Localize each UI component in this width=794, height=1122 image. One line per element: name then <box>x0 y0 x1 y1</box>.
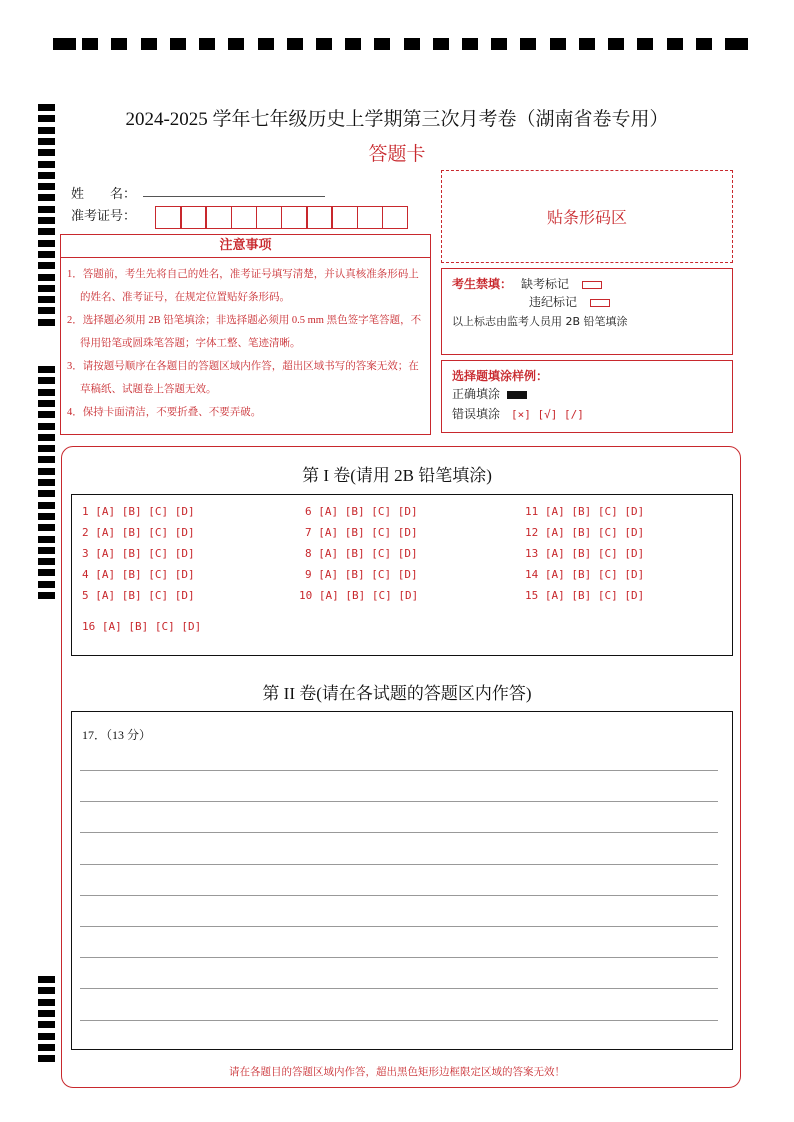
timing-mark <box>38 1021 55 1028</box>
timing-mark <box>38 524 55 531</box>
absent-label: 缺考标记 <box>521 277 570 291</box>
timing-mark <box>38 285 55 292</box>
id-digit-box[interactable] <box>155 206 182 229</box>
timing-mark <box>38 389 55 396</box>
timing-mark <box>38 1055 55 1062</box>
timing-mark <box>53 38 76 50</box>
name-label: 姓 名： <box>71 186 137 201</box>
timing-mark <box>38 217 55 224</box>
timing-mark <box>38 307 55 314</box>
timing-mark <box>637 38 653 50</box>
choice-row[interactable]: 9 [A] [B] [C] [D] <box>305 568 418 581</box>
timing-mark <box>550 38 566 50</box>
timing-mark <box>38 976 55 983</box>
choice-row[interactable]: 7 [A] [B] [C] [D] <box>305 526 418 539</box>
timing-mark <box>38 400 55 407</box>
timing-mark <box>38 274 55 281</box>
exam-id-boxes[interactable] <box>155 206 407 229</box>
id-label: 准考证号： <box>71 208 137 223</box>
timing-mark <box>38 999 55 1006</box>
choice-row[interactable]: 15 [A] [B] [C] [D] <box>525 589 645 602</box>
answer-line <box>80 895 718 896</box>
id-digit-box[interactable] <box>331 206 358 229</box>
section1-title: 第 I 卷(请用 2B 铅笔填涂) <box>302 466 492 485</box>
answer-line <box>80 957 718 958</box>
timing-mark <box>38 377 55 384</box>
answer-line <box>80 801 718 802</box>
answer-line <box>80 770 718 771</box>
timing-mark <box>38 172 55 179</box>
timing-mark <box>404 38 420 50</box>
timing-mark <box>579 38 595 50</box>
notice-item: 1．答题前，考生先将自己的姓名，准考证号填写清楚，并认真核准条形码上的姓名、准考证号，在规定位置贴好条形码。 <box>67 269 419 303</box>
timing-mark <box>38 366 55 373</box>
choice-row[interactable]: 13 [A] [B] [C] [D] <box>525 547 645 560</box>
forbid-note: 以上标志由监考人员用 2B 铅笔填涂 <box>452 315 628 328</box>
id-digit-box[interactable] <box>231 206 258 229</box>
choice-row[interactable]: 12 [A] [B] [C] [D] <box>525 526 645 539</box>
notice-item: 2．选择题必须用 2B 铅笔填涂；非选择题必须用 0.5 mm 黑色签字笔答题，不得用铅笔或圆珠笔答题；字体工整、笔迹清晰。 <box>67 315 422 349</box>
timing-mark <box>228 38 244 50</box>
timing-mark <box>491 38 507 50</box>
timing-mark <box>38 319 55 326</box>
q17-label: 17．（13 分） <box>82 728 152 742</box>
timing-mark <box>38 502 55 509</box>
choice-row[interactable]: 6 [A] [B] [C] [D] <box>305 505 418 518</box>
answer-line <box>80 832 718 833</box>
proctor-marks-box <box>441 268 733 355</box>
sample-heading: 选择题填涂样例： <box>452 369 549 383</box>
choice-row[interactable]: 2 [A] [B] [C] [D] <box>82 526 195 539</box>
id-digit-box[interactable] <box>205 206 232 229</box>
answer-card-subtitle: 答题卡 <box>368 144 426 165</box>
choice-row[interactable]: 8 [A] [B] [C] [D] <box>305 547 418 560</box>
top-timing-marks <box>53 38 748 52</box>
timing-mark <box>696 38 712 50</box>
footer-warning: 请在各题目的答题区域内作答，超出黑色矩形边框限定区域的答案无效！ <box>229 1067 565 1078</box>
timing-mark <box>38 581 55 588</box>
timing-mark <box>38 513 55 520</box>
timing-mark <box>520 38 536 50</box>
answer-line <box>80 988 718 989</box>
timing-mark <box>38 1033 55 1040</box>
section2-title: 第 II 卷(请在各试题的答题区内作答) <box>262 684 532 703</box>
timing-mark <box>38 1044 55 1051</box>
id-digit-box[interactable] <box>357 206 384 229</box>
timing-mark <box>316 38 332 50</box>
timing-mark <box>38 490 55 497</box>
timing-mark <box>433 38 449 50</box>
timing-mark <box>258 38 274 50</box>
choice-row[interactable]: 5 [A] [B] [C] [D] <box>82 589 195 602</box>
timing-mark <box>38 536 55 543</box>
timing-mark <box>38 434 55 441</box>
timing-mark <box>199 38 215 50</box>
timing-mark <box>141 38 157 50</box>
choice-row[interactable]: 1 [A] [B] [C] [D] <box>82 505 195 518</box>
id-digit-box[interactable] <box>382 206 409 229</box>
timing-mark <box>38 206 55 213</box>
timing-mark <box>38 183 55 190</box>
timing-mark <box>82 38 98 50</box>
timing-mark <box>170 38 186 50</box>
choice-row[interactable]: 3 [A] [B] [C] [D] <box>82 547 195 560</box>
timing-mark <box>462 38 478 50</box>
id-digit-box[interactable] <box>281 206 308 229</box>
name-field[interactable] <box>143 196 325 197</box>
wrong-fill-examples: [×] [√] [/] <box>511 408 584 421</box>
choice-row[interactable]: 16 [A] [B] [C] [D] <box>82 620 202 633</box>
q17-answer-area[interactable] <box>71 711 733 1050</box>
choice-row[interactable]: 14 [A] [B] [C] [D] <box>525 568 645 581</box>
timing-mark <box>38 445 55 452</box>
timing-mark <box>38 547 55 554</box>
timing-mark <box>38 1010 55 1017</box>
timing-mark <box>667 38 683 50</box>
timing-mark <box>725 38 748 50</box>
id-digit-box[interactable] <box>180 206 207 229</box>
timing-mark <box>38 592 55 599</box>
answer-line <box>80 1020 718 1021</box>
id-digit-box[interactable] <box>256 206 283 229</box>
notice-heading: 注意事项 <box>60 234 431 258</box>
id-digit-box[interactable] <box>306 206 333 229</box>
wrong-fill-label: 错误填涂 <box>452 407 501 421</box>
timing-mark <box>38 987 55 994</box>
timing-mark <box>374 38 390 50</box>
timing-mark <box>38 411 55 418</box>
notice-item: 4．保持卡面清洁，不要折叠、不要弄破。 <box>67 407 262 418</box>
timing-mark <box>38 423 55 430</box>
timing-mark <box>38 569 55 576</box>
timing-mark <box>38 251 55 258</box>
violation-label: 违纪标记 <box>529 295 578 309</box>
correct-fill-label: 正确填涂 <box>452 387 501 401</box>
barcode-area <box>441 170 733 263</box>
timing-mark <box>345 38 361 50</box>
timing-mark <box>38 194 55 201</box>
notice-item: 3．请按题号顺序在各题目的答题区域内作答，超出区域书写的答案无效；在草稿纸、试题卷上答题无效。 <box>67 361 419 395</box>
forbid-heading: 考生禁填： <box>452 277 513 291</box>
violation-mark-box[interactable] <box>590 299 610 307</box>
absent-mark-box[interactable] <box>582 281 602 289</box>
correct-fill-example <box>507 391 527 399</box>
fill-sample-box <box>441 360 733 433</box>
timing-mark <box>608 38 624 50</box>
answer-line <box>80 864 718 865</box>
timing-mark <box>287 38 303 50</box>
choice-row[interactable]: 11 [A] [B] [C] [D] <box>525 505 645 518</box>
choice-row[interactable]: 10 [A] [B] [C] [D] <box>299 589 419 602</box>
barcode-label: 贴条形码区 <box>546 210 627 227</box>
timing-mark <box>38 240 55 247</box>
answer-line <box>80 926 718 927</box>
choice-row[interactable]: 4 [A] [B] [C] [D] <box>82 568 195 581</box>
timing-mark <box>38 228 55 235</box>
timing-mark <box>38 296 55 303</box>
notice-body <box>60 257 431 435</box>
timing-mark <box>111 38 127 50</box>
exam-title: 2024-2025 学年七年级历史上学期第三次月考卷（湖南省卷专用） <box>125 109 669 130</box>
timing-mark <box>38 558 55 565</box>
timing-mark <box>38 262 55 269</box>
